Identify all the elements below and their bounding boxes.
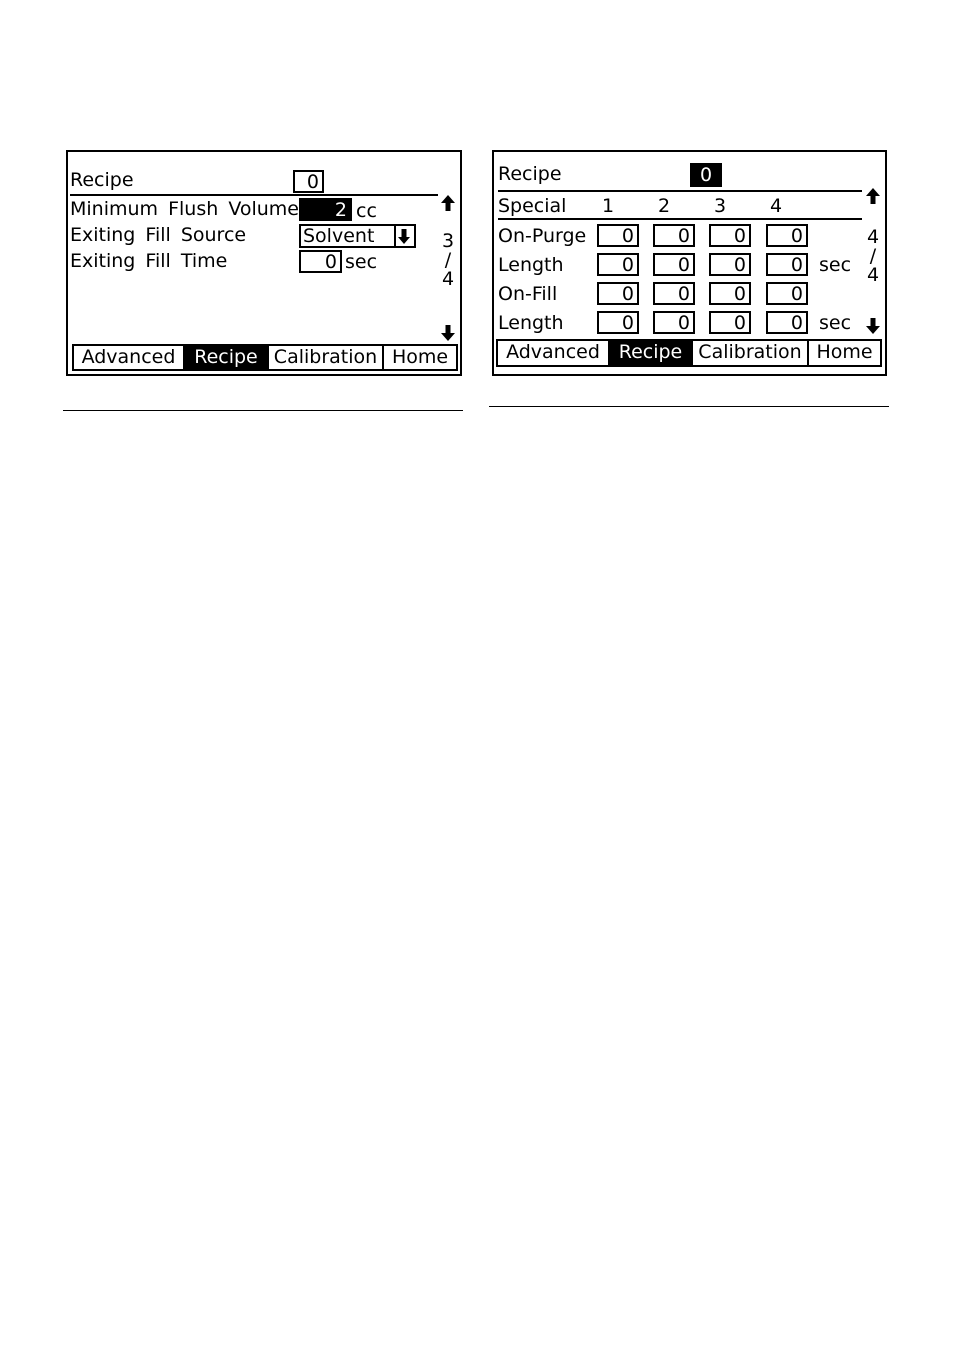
fill-length-field-4[interactable]: 0: [766, 311, 808, 334]
dropdown-button[interactable]: [394, 226, 414, 246]
tab-home[interactable]: Home: [391, 346, 449, 368]
page-indicator: [866, 228, 880, 285]
tab-calibration[interactable]: Calibration: [693, 341, 809, 365]
recipe-label: Recipe: [70, 169, 134, 191]
tab-recipe[interactable]: Recipe: [610, 341, 693, 365]
recipe-label: Recipe: [498, 163, 562, 185]
tab-bar: [496, 339, 882, 367]
scroll-up-arrow-icon[interactable]: [863, 186, 883, 206]
left-screen: [66, 150, 462, 376]
min-flush-volume-unit: cc: [356, 200, 377, 222]
exiting-fill-source-label: Exiting Fill Source: [70, 224, 247, 246]
tab-calibration[interactable]: Calibration: [269, 346, 384, 369]
header-divider: [498, 190, 862, 192]
page-total: 4: [441, 268, 455, 290]
purge-length-field-1[interactable]: 0: [597, 253, 639, 276]
recipe-number-field[interactable]: 0: [690, 163, 722, 187]
special-label: Special: [498, 195, 567, 217]
fill-length-field-1[interactable]: 0: [597, 311, 639, 334]
on-purge-field-1[interactable]: 0: [597, 224, 639, 247]
fill-length-label: Length: [498, 312, 564, 334]
exiting-fill-source-dropdown[interactable]: [299, 224, 416, 248]
page-slash: /: [869, 245, 877, 267]
column-1-header: 1: [602, 195, 615, 217]
column-4-header: 4: [770, 195, 783, 217]
on-purge-field-4[interactable]: 0: [766, 224, 808, 247]
on-fill-field-3[interactable]: 0: [709, 282, 751, 305]
tab-recipe[interactable]: Recipe: [185, 346, 269, 369]
special-divider: [498, 218, 862, 220]
right-separator-line: [489, 406, 889, 407]
on-purge-field-3[interactable]: 0: [709, 224, 751, 247]
page-current: 3: [441, 230, 455, 252]
column-3-header: 3: [714, 195, 727, 217]
purge-length-field-4[interactable]: 0: [766, 253, 808, 276]
min-flush-volume-label: Minimum Flush Volume: [70, 198, 299, 220]
exiting-fill-time-label: Exiting Fill Time: [70, 250, 228, 272]
purge-length-label: Length: [498, 254, 564, 276]
page-total: 4: [866, 264, 880, 286]
tab-bar: [72, 344, 458, 371]
fill-length-unit: sec: [819, 312, 852, 334]
on-purge-label: On-Purge: [498, 225, 587, 247]
column-2-header: 2: [658, 195, 671, 217]
page-indicator: [441, 232, 455, 289]
tab-advanced[interactable]: Advanced: [74, 346, 185, 369]
tab-home[interactable]: Home: [816, 341, 873, 363]
page-slash: /: [444, 249, 452, 271]
purge-length-field-2[interactable]: 0: [653, 253, 695, 276]
scroll-down-arrow-icon[interactable]: [863, 316, 883, 336]
tab-advanced[interactable]: Advanced: [498, 341, 610, 365]
purge-length-unit: sec: [819, 254, 852, 276]
min-flush-volume-field[interactable]: 2: [299, 198, 352, 221]
on-purge-field-2[interactable]: 0: [653, 224, 695, 247]
on-fill-field-1[interactable]: 0: [597, 282, 639, 305]
header-divider: [70, 194, 438, 196]
fill-length-field-3[interactable]: 0: [709, 311, 751, 334]
scroll-down-arrow-icon[interactable]: [438, 323, 458, 343]
dropdown-arrow-icon: [396, 226, 412, 246]
right-screen: [492, 150, 887, 376]
recipe-number-field[interactable]: 0: [293, 170, 324, 193]
exiting-fill-source-value: Solvent: [303, 225, 375, 247]
on-fill-field-4[interactable]: 0: [766, 282, 808, 305]
on-fill-label: On-Fill: [498, 283, 558, 305]
left-separator-line: [63, 410, 463, 411]
on-fill-field-2[interactable]: 0: [653, 282, 695, 305]
page-current: 4: [866, 226, 880, 248]
exiting-fill-time-unit: sec: [345, 251, 378, 273]
fill-length-field-2[interactable]: 0: [653, 311, 695, 334]
scroll-up-arrow-icon[interactable]: [438, 193, 458, 213]
purge-length-field-3[interactable]: 0: [709, 253, 751, 276]
exiting-fill-time-field[interactable]: 0: [299, 250, 342, 273]
